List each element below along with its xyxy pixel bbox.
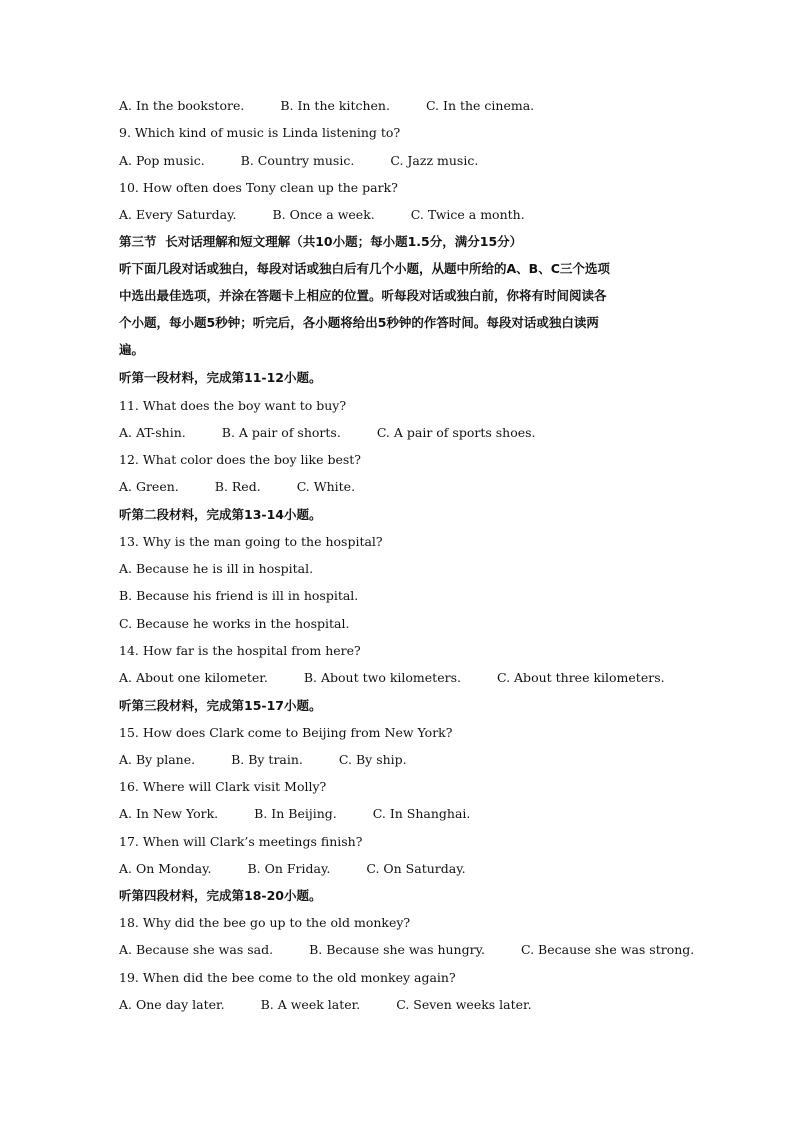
question-text: 19. When did the bee come to the old monkey again? bbox=[119, 970, 456, 985]
answer-option: C. Because she was strong. bbox=[520, 942, 695, 957]
answer-options-row bbox=[119, 153, 478, 169]
answer-options-row bbox=[119, 98, 534, 114]
answer-option: C. White. bbox=[296, 479, 356, 494]
answer-option: A. Pop music. bbox=[119, 153, 205, 168]
answer-option: C. About three kilometers. bbox=[496, 670, 665, 685]
answer-option: B. By train. bbox=[231, 752, 303, 767]
answer-options-row bbox=[119, 861, 466, 877]
answer-option: A. Because she was sad. bbox=[119, 942, 274, 957]
answer-option: B. A pair of shorts. bbox=[221, 425, 341, 440]
answer-option: C. Jazz music. bbox=[390, 153, 479, 168]
question-text: 18. Why did the bee go up to the old monkey? bbox=[119, 915, 411, 930]
answer-option: B. In the kitchen. bbox=[280, 98, 390, 113]
answer-option: C. In Shanghai. bbox=[372, 806, 471, 821]
answer-option: A. Green. bbox=[119, 479, 179, 494]
section-instruction: 个小题，每小题5秒钟；听完后，各小题将给出5秒钟的作答时间。每段对话或独白读两 bbox=[119, 315, 599, 330]
question-text: B. Because his friend is ill in hospital. bbox=[119, 588, 359, 603]
section-instruction: 遍。 bbox=[119, 342, 145, 357]
question-text: 9. Which kind of music is Linda listening to? bbox=[119, 125, 401, 140]
answer-option: C. On Saturday. bbox=[366, 861, 466, 876]
answer-option: B. In Beijing. bbox=[254, 806, 337, 821]
question-text: C. Because he works in the hospital. bbox=[119, 616, 350, 631]
answer-option: A. AT-shin. bbox=[119, 425, 186, 440]
question-text: 13. Why is the man going to the hospital? bbox=[119, 534, 383, 549]
question-text: 17. When will Clark’s meetings finish? bbox=[119, 834, 363, 849]
answer-options-row bbox=[119, 479, 355, 495]
answer-option: A. Every Saturday. bbox=[119, 207, 237, 222]
section-instruction: 听第四段材料，完成第18-20小题。 bbox=[119, 888, 322, 903]
answer-option: A. On Monday. bbox=[119, 861, 212, 876]
answer-option: A. In the bookstore. bbox=[119, 98, 245, 113]
question-text: 14. How far is the hospital from here? bbox=[119, 643, 361, 658]
answer-option: A. In New York. bbox=[119, 806, 219, 821]
section-instruction: 中选出最佳选项，并涂在答题卡上相应的位置。听每段对话或独白前，你将有时间阅读各 bbox=[119, 288, 607, 303]
answer-options-row bbox=[119, 207, 525, 223]
question-text: 16. Where will Clark visit Molly? bbox=[119, 779, 327, 794]
answer-option: B. Red. bbox=[214, 479, 261, 494]
answer-options-row bbox=[119, 670, 665, 686]
answer-option: C. A pair of sports shoes. bbox=[376, 425, 536, 440]
answer-options-row bbox=[119, 425, 536, 441]
answer-option: C. By ship. bbox=[338, 752, 407, 767]
answer-options-row bbox=[119, 997, 532, 1013]
question-text: 11. What does the boy want to buy? bbox=[119, 398, 347, 413]
question-text: 10. How often does Tony clean up the park? bbox=[119, 180, 398, 195]
answer-option: C. Seven weeks later. bbox=[396, 997, 532, 1012]
question-text: 15. How does Clark come to Beijing from New York? bbox=[119, 725, 453, 740]
answer-option: C. In the cinema. bbox=[425, 98, 535, 113]
answer-option: B. Country music. bbox=[240, 153, 355, 168]
answer-options-row bbox=[119, 942, 694, 958]
answer-option: B. Because she was hungry. bbox=[309, 942, 485, 957]
answer-option: B. A week later. bbox=[260, 997, 361, 1012]
answer-option: A. By plane. bbox=[119, 752, 196, 767]
section-instruction: 听第一段材料，完成第11-12小题。 bbox=[119, 370, 322, 385]
answer-option: A. One day later. bbox=[119, 997, 225, 1012]
answer-options-row bbox=[119, 752, 407, 768]
section-instruction: 听第二段材料，完成第13-14小题。 bbox=[119, 507, 322, 522]
question-text: A. Because he is ill in hospital. bbox=[119, 561, 314, 576]
section-instruction: 听下面几段对话或独白，每段对话或独白后有几个小题，从题中所给的A、B、C三个选项 bbox=[119, 261, 610, 276]
section-instruction: 听第三段材料，完成第15-17小题。 bbox=[119, 698, 322, 713]
answer-options-row bbox=[119, 806, 470, 822]
answer-option: B. Once a week. bbox=[272, 207, 375, 222]
answer-option: C. Twice a month. bbox=[410, 207, 525, 222]
question-text: 12. What color does the boy like best? bbox=[119, 452, 361, 467]
answer-option: B. On Friday. bbox=[247, 861, 331, 876]
answer-option: A. About one kilometer. bbox=[119, 670, 268, 685]
answer-option: B. About two kilometers. bbox=[303, 670, 461, 685]
section-instruction: 第三节 长对话理解和短文理解（共10小题；每小题1.5分，满分15分） bbox=[119, 234, 523, 249]
